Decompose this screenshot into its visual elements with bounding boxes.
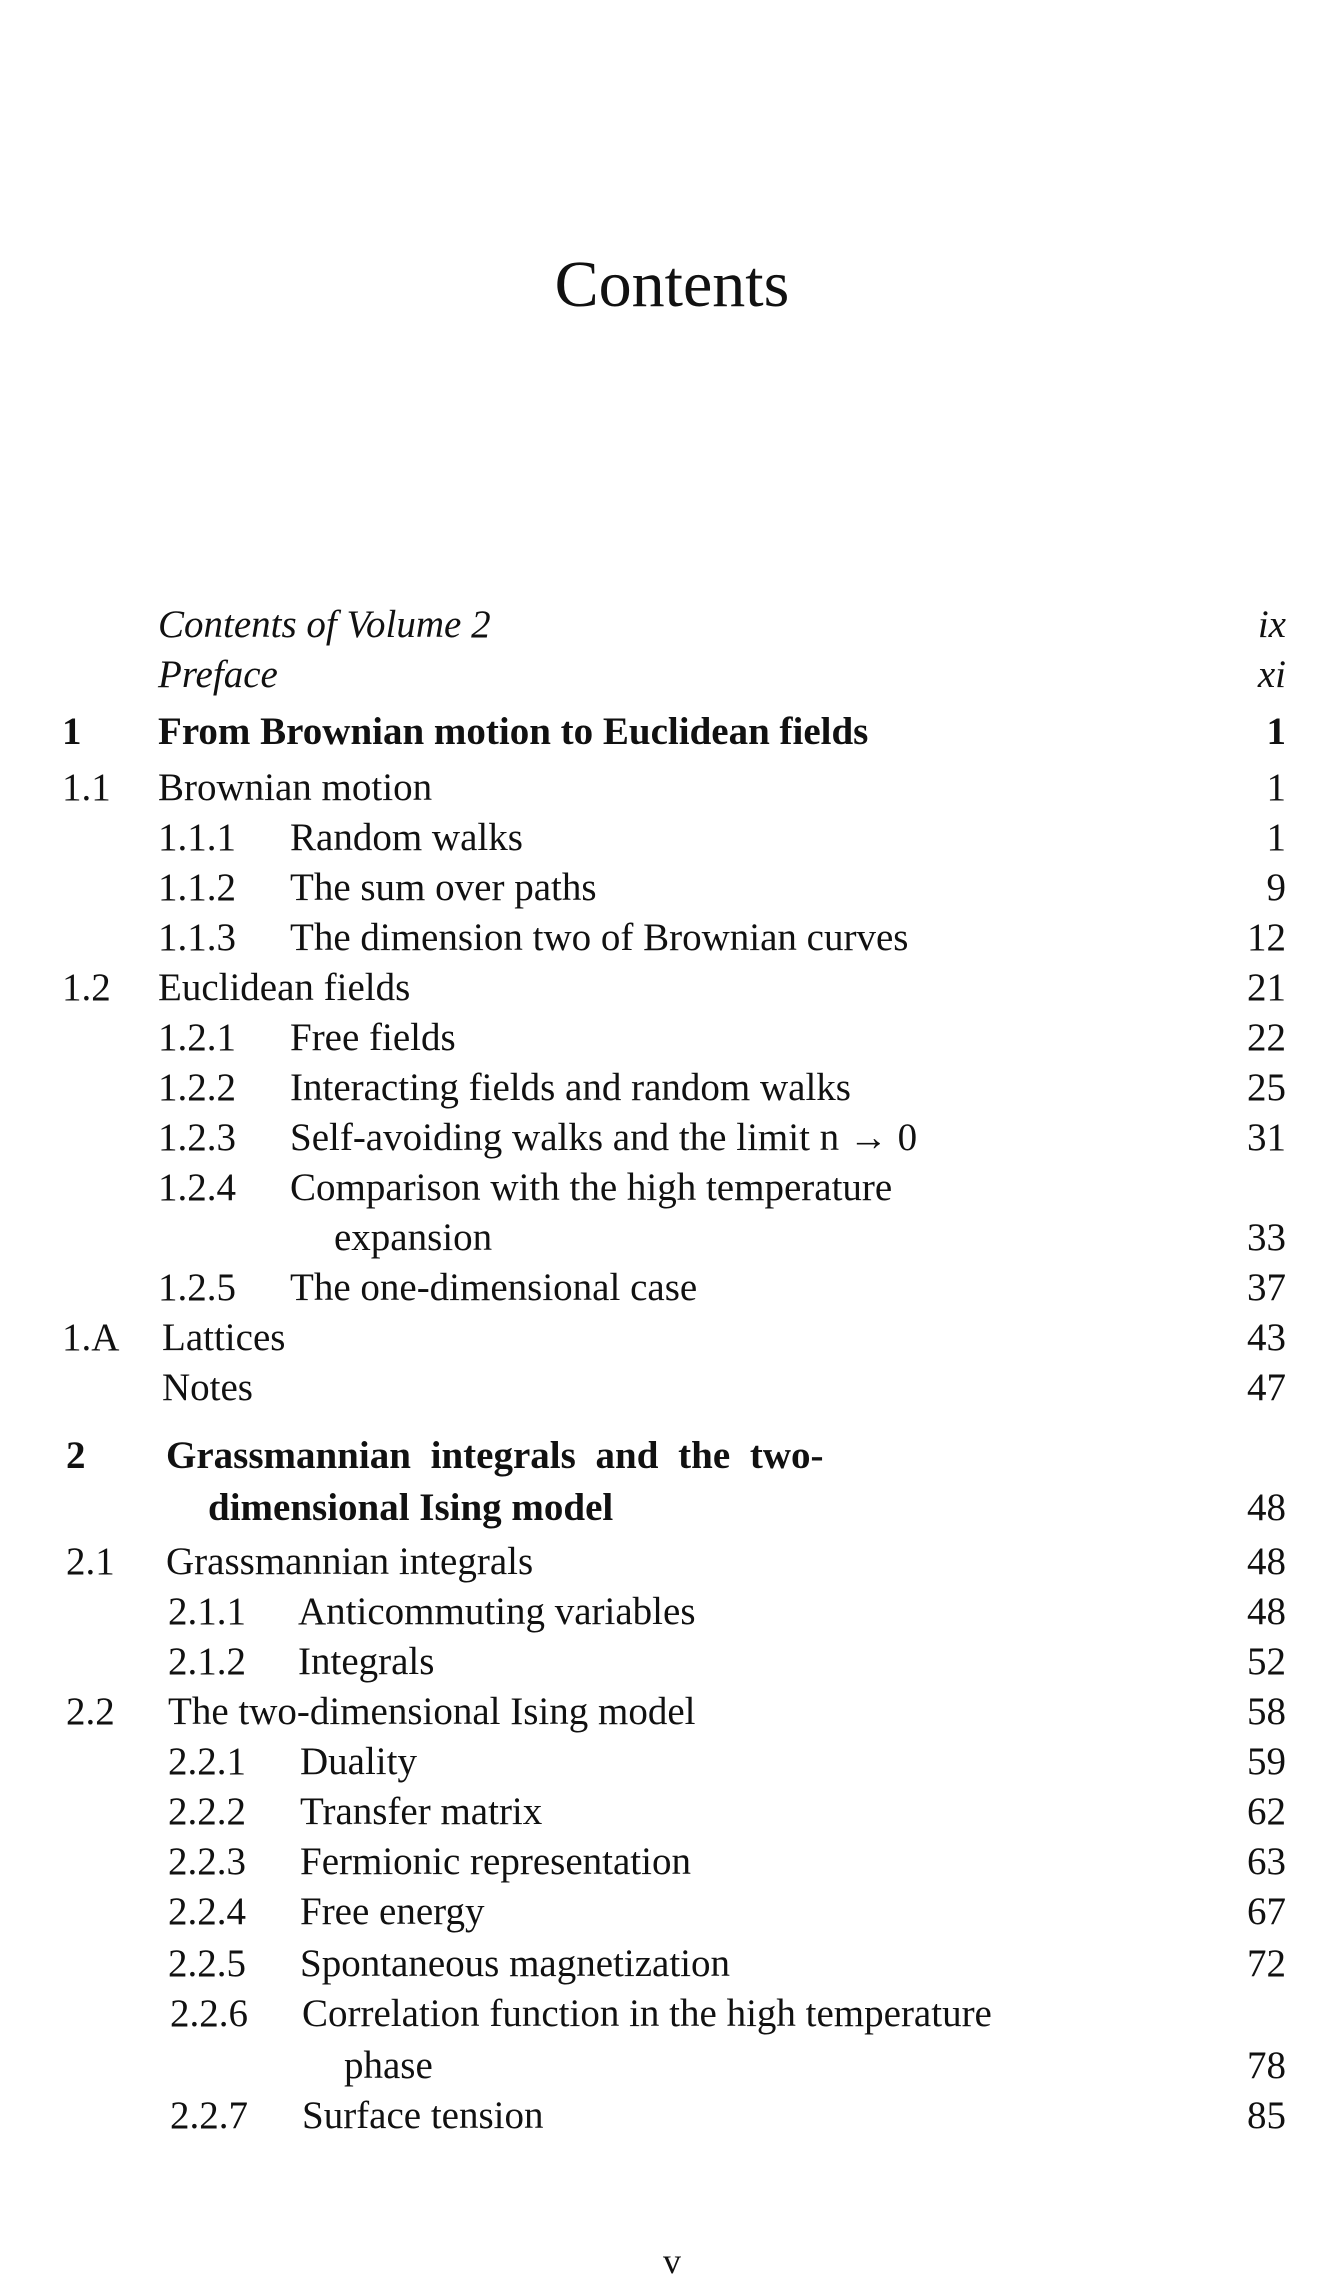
- toc-entry-title: Transfer matrix: [300, 1790, 543, 1833]
- toc-entry-number: 2.1.2: [168, 1640, 246, 1683]
- toc-entry-title: Integrals: [298, 1640, 435, 1683]
- toc-entry-page: 67: [1247, 1890, 1286, 1933]
- toc-entry-page: 48: [1247, 1540, 1286, 1583]
- toc-entry-title: Euclidean fields: [158, 966, 411, 1009]
- toc-entry-title: Anticommuting variables: [298, 1590, 696, 1633]
- toc-entry-number: 1.2.5: [158, 1266, 236, 1309]
- toc-entry-page: 25: [1247, 1066, 1286, 1109]
- toc-entry-number: 1: [62, 710, 82, 753]
- toc-entry-number: 1.1.2: [158, 866, 236, 909]
- toc-entry-number: 1.A: [62, 1316, 120, 1359]
- toc-entry-page: 78: [1247, 2044, 1286, 2087]
- toc-entry-title: Free fields: [290, 1016, 456, 1059]
- toc-entry-title-continued: expansion: [334, 1216, 493, 1259]
- toc-entry-title: The one-dimensional case: [290, 1266, 698, 1309]
- toc-entry-page: 22: [1247, 1016, 1286, 1059]
- toc-entry-page: 37: [1247, 1266, 1286, 1309]
- toc-entry-page: 62: [1247, 1790, 1286, 1833]
- toc-entry-page: 48: [1247, 1486, 1286, 1529]
- toc-entry-title-continued: dimensional Ising model: [208, 1486, 614, 1529]
- toc-entry-page: 48: [1247, 1590, 1286, 1633]
- toc-entry-page: 31: [1247, 1116, 1286, 1159]
- toc-entry-number: 2.2.7: [170, 2094, 248, 2137]
- page-number: v: [663, 2241, 681, 2281]
- toc-entry-title: Grassmannian integrals: [166, 1540, 534, 1583]
- toc-entry-page: 58: [1247, 1690, 1286, 1733]
- toc-entry-number: 1.2.3: [158, 1116, 236, 1159]
- toc-entry-page: 59: [1247, 1740, 1286, 1783]
- toc-entry-title: From Brownian motion to Euclidean fields: [158, 710, 869, 753]
- toc-entry-page: 43: [1247, 1316, 1286, 1359]
- toc-entry-number: 2.1: [66, 1540, 115, 1583]
- toc-entry-number: 1.2.4: [158, 1166, 236, 1209]
- toc-entry-title: Comparison with the high temperature: [290, 1166, 893, 1209]
- toc-entry-number: 2.2.3: [168, 1840, 246, 1883]
- toc-entry-title: Brownian motion: [158, 766, 433, 809]
- toc-entry-page: 63: [1247, 1840, 1286, 1883]
- toc-entry-title: Duality: [300, 1740, 417, 1783]
- toc-entry-page: ix: [1257, 603, 1286, 646]
- toc-entry-title: Lattices: [162, 1316, 286, 1359]
- toc-entry-title: Self-avoiding walks and the limit n → 0: [290, 1116, 918, 1159]
- toc-entry-number: 1.1.1: [158, 816, 236, 859]
- toc-entry-number: 1.2: [62, 966, 111, 1009]
- toc-entry-number: 2.2.2: [168, 1790, 246, 1833]
- toc-entry-number: 1.1.3: [158, 916, 236, 959]
- toc-entry-page: 1: [1266, 766, 1286, 809]
- toc-entry-title: The dimension two of Brownian curves: [290, 916, 909, 959]
- toc-entry-title: Spontaneous magnetization: [300, 1942, 730, 1985]
- toc-entry-page: 9: [1266, 866, 1286, 909]
- toc-entry-number: 1.2.1: [158, 1016, 236, 1059]
- toc-entry-title: Random walks: [290, 816, 523, 859]
- toc-entry-title-continued: phase: [344, 2044, 433, 2087]
- toc-entry-number: 2.1.1: [168, 1590, 246, 1633]
- page-title: Contents: [554, 248, 790, 321]
- toc-entry-page: 47: [1247, 1366, 1286, 1409]
- toc-entry-title: Interacting fields and random walks: [290, 1066, 851, 1109]
- toc-entry-number: 2.2: [66, 1690, 115, 1733]
- toc-entry-title: Free energy: [300, 1890, 485, 1933]
- toc-entry-page: 52: [1247, 1640, 1286, 1683]
- toc-entry-title: The sum over paths: [290, 866, 597, 909]
- toc-entry-number: 2.2.4: [168, 1890, 246, 1933]
- toc-entry-page: 1: [1266, 816, 1286, 859]
- toc-entry-page: 72: [1247, 1942, 1286, 1985]
- toc-entry-title: Surface tension: [302, 2094, 544, 2137]
- toc-entry-page: 1: [1266, 710, 1286, 753]
- toc-entry-page: 12: [1247, 916, 1286, 959]
- toc-entry-title: Preface: [158, 653, 278, 696]
- toc-entry-page: 21: [1247, 966, 1286, 1009]
- toc-entry-number: 1.2.2: [158, 1066, 236, 1109]
- toc-entry-title: Grassmannian integrals and the two-: [166, 1434, 824, 1477]
- toc-entry-page: 85: [1247, 2094, 1286, 2137]
- toc-entry-number: 2.2.1: [168, 1740, 246, 1783]
- toc-entry-title: Fermionic representation: [300, 1840, 691, 1883]
- toc-entry-title: Correlation function in the high temperature: [302, 1992, 992, 2035]
- toc-entry-number: 2.2.6: [170, 1992, 248, 2035]
- toc-entry-number: 1.1: [62, 766, 111, 809]
- toc-entry-title: Contents of Volume 2: [158, 603, 491, 646]
- toc-entry-number: 2.2.5: [168, 1942, 246, 1985]
- toc-entry-title: The two-dimensional Ising model: [168, 1690, 696, 1733]
- toc-entry-title: Notes: [162, 1366, 253, 1409]
- toc-entry-page: xi: [1257, 653, 1286, 696]
- toc-entry-number: 2: [66, 1434, 86, 1477]
- toc-entry-page: 33: [1247, 1216, 1286, 1259]
